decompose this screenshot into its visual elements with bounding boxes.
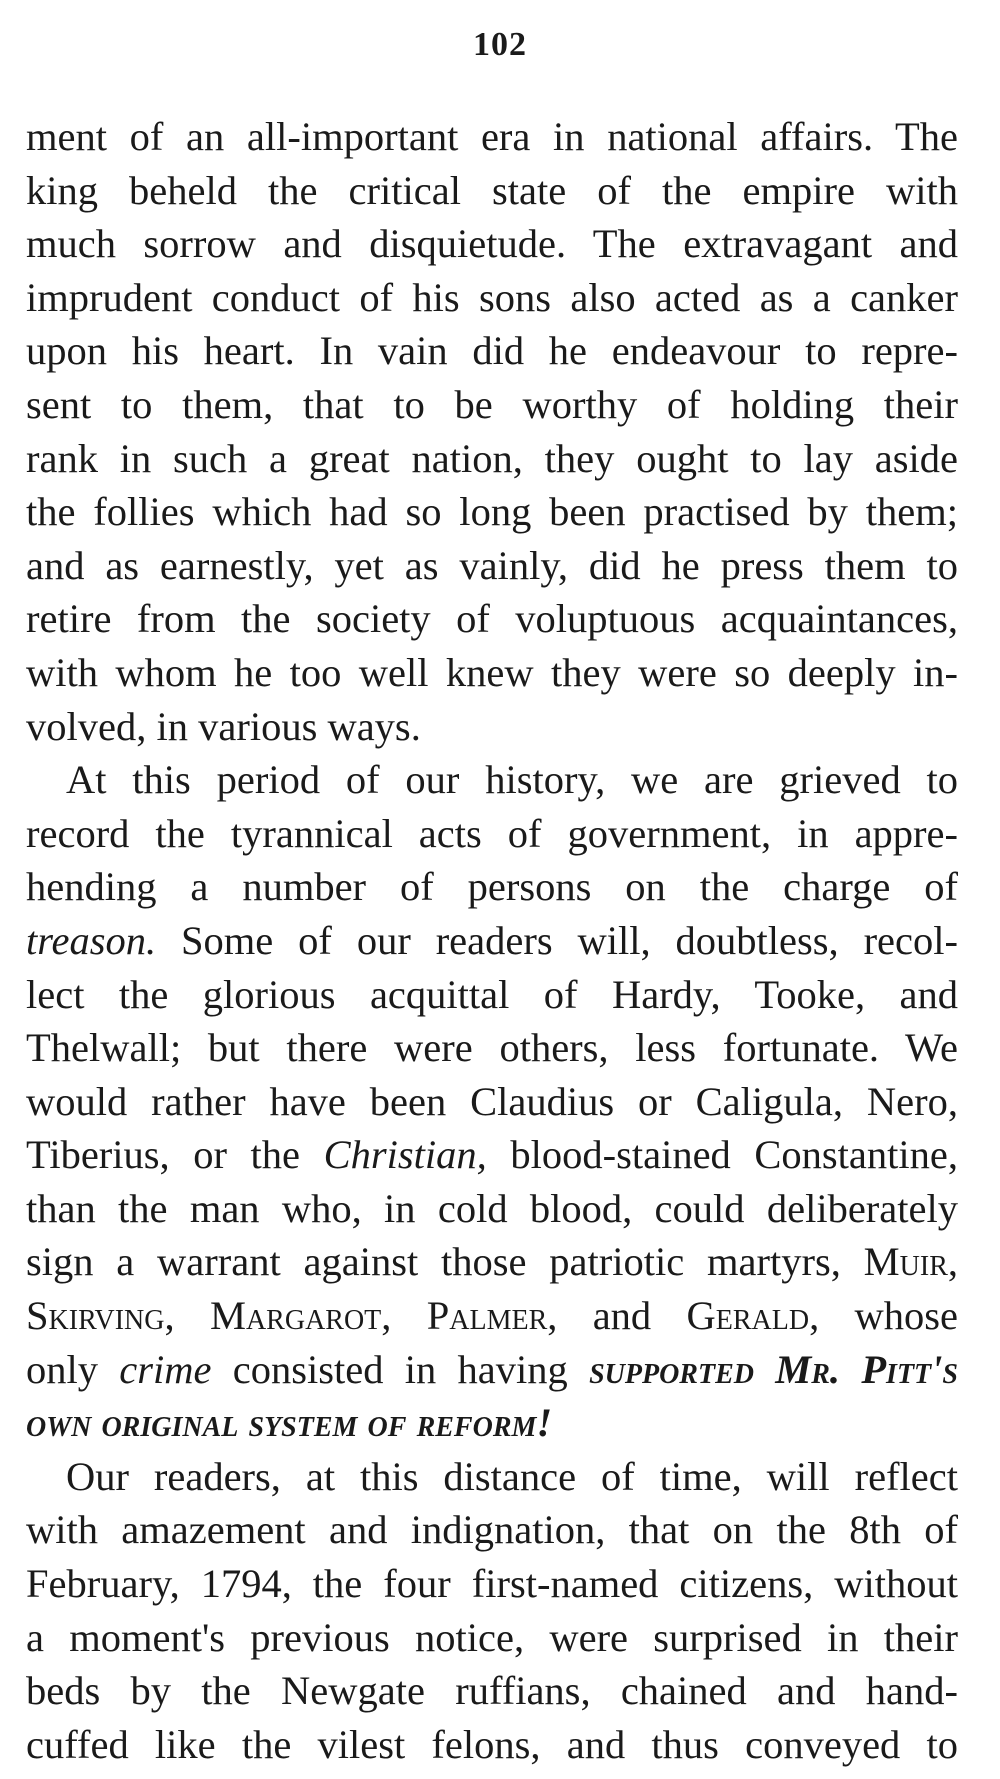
text-line: cuffed like the vilest felons, and thus conveyed to xyxy=(26,1721,958,1767)
emphasis-text: own original system of reform! xyxy=(26,1400,553,1446)
text-line: imprudent conduct of his sons also acted as a canker xyxy=(26,274,958,320)
text-line: Thelwall; but there were others, less fortunate. We xyxy=(26,1025,958,1071)
text-segment: and xyxy=(557,1293,687,1339)
small-caps-name: Gerald, xyxy=(686,1293,820,1339)
text-segment: Some of our readers will, doubtless, recol- xyxy=(156,917,958,963)
text-line: At this period of our history, we are grieved to xyxy=(66,757,958,803)
text-line: the follies which had so long been practised by them; xyxy=(26,489,958,535)
text-line: a moment's previous notice, were surprised in their xyxy=(26,1614,958,1660)
text-segment: Tiberius, or the xyxy=(26,1132,324,1178)
text-segment: consisted in having xyxy=(211,1346,590,1392)
small-caps-name: Margarot, xyxy=(209,1293,392,1339)
page-number: 102 xyxy=(473,26,527,63)
text-line: volved, in various ways. xyxy=(26,703,421,749)
text-line: hending a number of persons on the charge of xyxy=(26,864,958,910)
text-line: rank in such a great nation, they ought to lay aside xyxy=(26,435,958,481)
text-segment xyxy=(175,1293,210,1338)
text-segment: whose xyxy=(819,1293,958,1339)
text-line: and as earnestly, yet as vainly, did he press them to xyxy=(26,542,958,588)
text-line: much sorrow and disquietude. The extravagant and xyxy=(26,221,958,267)
emphasis-text: supported Mr. Pitt's xyxy=(589,1346,958,1392)
text-line xyxy=(26,1289,958,1343)
italic-word: Christian, xyxy=(323,1132,487,1178)
text-line: sent to them, that to be worthy of holding their xyxy=(26,381,958,427)
text-line: record the tyrannical acts of government, in appre- xyxy=(26,810,958,856)
small-caps-name: Muir, xyxy=(863,1239,958,1285)
text-line xyxy=(26,1128,958,1182)
text-line: February, 1794, the four first-named citizens, without xyxy=(26,1561,958,1607)
text-line: ment of an all-important era in national affairs. The xyxy=(26,114,958,159)
text-line: with whom he too well knew they were so deeply in- xyxy=(26,649,958,695)
text-segment: blood-stained Constantine, xyxy=(486,1132,958,1178)
scan-speck xyxy=(8,12,42,20)
text-line: beds by the Newgate ruffians, chained and hand- xyxy=(26,1668,958,1714)
text-line: retire from the society of voluptuous acquaintances, xyxy=(26,596,958,642)
italic-word: treason. xyxy=(26,917,157,963)
text-line: upon his heart. In vain did he endeavour to repre- xyxy=(26,328,958,374)
text-line: Our readers, at this distance of time, will reflect xyxy=(66,1453,958,1499)
text-line: king beheld the critical state of the empire with xyxy=(26,167,958,213)
text-line xyxy=(26,1396,958,1450)
text-line: with amazement and indignation, that on the 8th of xyxy=(26,1507,958,1553)
text-line: lect the glorious acquittal of Hardy, Tooke, and xyxy=(26,971,958,1017)
text-line: than the man who, in cold blood, could deliberately xyxy=(26,1185,958,1231)
text-line: would rather have been Claudius or Caligula, Nero, xyxy=(26,1078,958,1124)
text-segment xyxy=(391,1293,426,1338)
text-line xyxy=(26,1343,958,1397)
body-text xyxy=(26,110,958,1771)
text-segment: only xyxy=(26,1346,120,1392)
text-line xyxy=(26,1235,958,1289)
italic-word: crime xyxy=(119,1346,212,1392)
text-segment: sign a warrant against those patriotic martyrs, xyxy=(26,1239,864,1285)
small-caps-name: Skirving, xyxy=(26,1293,175,1339)
small-caps-name: Palmer, xyxy=(426,1293,558,1339)
text-line xyxy=(26,914,958,968)
